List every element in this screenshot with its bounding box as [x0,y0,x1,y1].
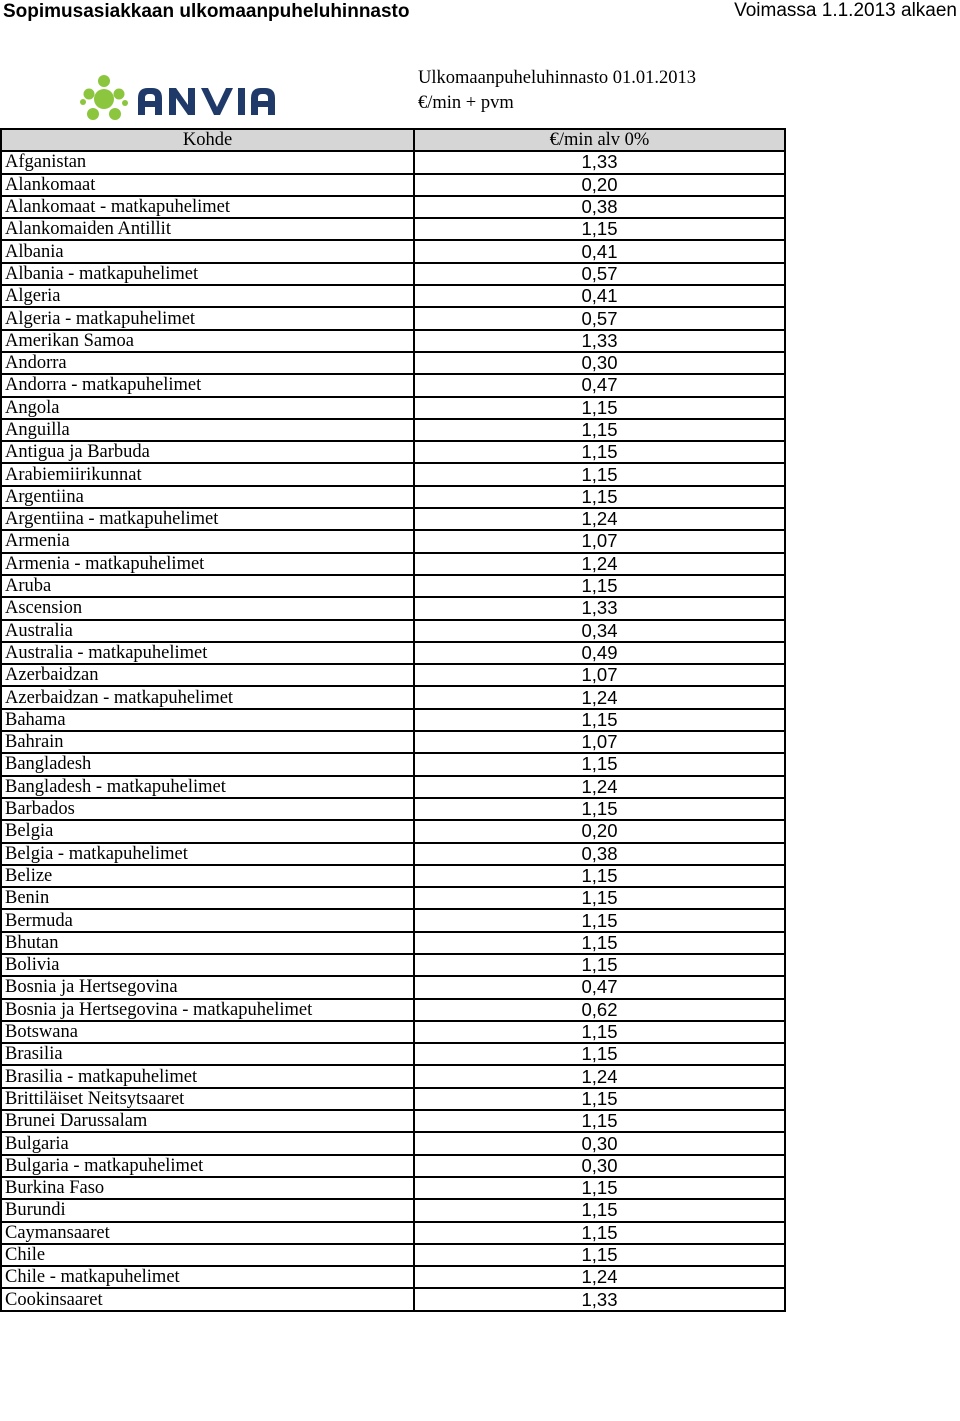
destination-cell: Andorra [1,352,414,374]
table-row [1,731,785,753]
destination-cell: Bosnia ja Hertsegovina - matkapuhelimet [1,999,414,1021]
destination-cell: Bulgaria [1,1132,414,1154]
price-cell: 1,33 [414,151,785,173]
destination-cell: Burundi [1,1199,414,1221]
destination-cell: Burkina Faso [1,1177,414,1199]
destination-cell: Bulgaria - matkapuhelimet [1,1155,414,1177]
price-cell: 1,15 [414,709,785,731]
price-cell: 1,15 [414,954,785,976]
destination-cell: Ascension [1,597,414,619]
anvia-logo [80,72,305,122]
price-cell: 1,15 [414,1177,785,1199]
price-cell: 1,07 [414,664,785,686]
destination-cell: Azerbaidzan - matkapuhelimet [1,686,414,708]
table-row [1,709,785,731]
logo-flower-icon [80,75,128,120]
destination-cell: Albania [1,240,414,262]
price-cell: 1,15 [414,1088,785,1110]
price-cell: 0,20 [414,820,785,842]
table-row [1,441,785,463]
destination-cell: Armenia - matkapuhelimet [1,553,414,575]
table-row [1,419,785,441]
table-row [1,575,785,597]
price-cell: 0,20 [414,174,785,196]
table-row [1,397,785,419]
price-cell: 0,30 [414,352,785,374]
table-row [1,999,785,1021]
table-row [1,620,785,642]
table-row [1,530,785,552]
table-row [1,1065,785,1087]
price-cell: 1,15 [414,932,785,954]
destination-cell: Bangladesh [1,753,414,775]
destination-cell: Armenia [1,530,414,552]
document-title: Sopimusasiakkaan ulkomaanpuheluhinnasto [3,1,410,22]
price-cell: 1,24 [414,508,785,530]
destination-cell: Cookinsaaret [1,1288,414,1310]
price-cell: 1,15 [414,753,785,775]
price-cell: 1,24 [414,776,785,798]
price-cell: 1,24 [414,1266,785,1288]
table-row [1,1021,785,1043]
price-cell: 0,38 [414,196,785,218]
table-row [1,330,785,352]
destination-cell: Algeria [1,285,414,307]
destination-cell: Bahrain [1,731,414,753]
destination-cell: Belgia [1,820,414,842]
table-row [1,843,785,865]
table-row [1,374,785,396]
price-cell: 1,33 [414,597,785,619]
destination-cell: Algeria - matkapuhelimet [1,307,414,329]
table-row [1,1266,785,1288]
price-cell: 1,15 [414,419,785,441]
price-cell: 1,15 [414,1244,785,1266]
table-row [1,597,785,619]
logo-wordmark [138,88,275,115]
destination-cell: Arabiemiirikunnat [1,463,414,485]
destination-cell: Antigua ja Barbuda [1,441,414,463]
price-cell: 0,62 [414,999,785,1021]
table-row [1,508,785,530]
price-cell: 1,15 [414,1043,785,1065]
table-row [1,664,785,686]
destination-cell: Australia - matkapuhelimet [1,642,414,664]
price-cell: 0,49 [414,642,785,664]
destination-cell: Alankomaat - matkapuhelimet [1,196,414,218]
tariff-title: Ulkomaanpuheluhinnasto 01.01.2013 [418,68,696,88]
price-cell: 1,15 [414,887,785,909]
price-cell: 0,30 [414,1132,785,1154]
table-row [1,642,785,664]
price-cell: 1,15 [414,909,785,931]
destination-cell: Botswana [1,1021,414,1043]
table-row [1,486,785,508]
destination-cell: Azerbaidzan [1,664,414,686]
valid-from-label: Voimassa 1.1.2013 alkaen [734,0,957,21]
price-cell: 1,33 [414,1288,785,1310]
price-cell: 1,07 [414,731,785,753]
table-row [1,776,785,798]
price-cell: 1,15 [414,1199,785,1221]
table-row [1,1288,785,1310]
price-cell: 1,15 [414,1110,785,1132]
destination-cell: Alankomaiden Antillit [1,218,414,240]
destination-cell: Brasilia [1,1043,414,1065]
table-row [1,151,785,173]
price-cell: 1,24 [414,686,785,708]
price-cell: 1,15 [414,798,785,820]
destination-cell: Australia [1,620,414,642]
destination-cell: Bermuda [1,909,414,931]
table-row [1,240,785,262]
price-cell: 1,07 [414,530,785,552]
destination-cell: Belgia - matkapuhelimet [1,843,414,865]
price-cell: 1,33 [414,330,785,352]
destination-cell: Benin [1,887,414,909]
price-cell: 1,24 [414,553,785,575]
destination-cell: Aruba [1,575,414,597]
table-row [1,285,785,307]
table-row [1,909,785,931]
table-body [1,151,785,1310]
table-row [1,174,785,196]
table-row [1,887,785,909]
table-row [1,1199,785,1221]
price-cell: 1,15 [414,575,785,597]
table-row [1,686,785,708]
table-row [1,798,785,820]
table-row [1,307,785,329]
table-row [1,865,785,887]
destination-cell: Chile [1,1244,414,1266]
destination-cell: Belize [1,865,414,887]
destination-cell: Brunei Darussalam [1,1110,414,1132]
table-row [1,196,785,218]
table-row [1,932,785,954]
price-cell: 1,15 [414,397,785,419]
table-row [1,1155,785,1177]
destination-cell: Brasilia - matkapuhelimet [1,1065,414,1087]
price-cell: 0,47 [414,976,785,998]
price-cell: 0,34 [414,620,785,642]
destination-cell: Argentiina [1,486,414,508]
price-cell: 0,57 [414,263,785,285]
table-row [1,1244,785,1266]
table-row [1,1132,785,1154]
destination-cell: Barbados [1,798,414,820]
price-cell: 0,38 [414,843,785,865]
tariff-table [0,128,786,1312]
destination-cell: Alankomaat [1,174,414,196]
table-row [1,976,785,998]
price-cell: 1,24 [414,1065,785,1087]
table-row [1,263,785,285]
destination-cell: Albania - matkapuhelimet [1,263,414,285]
destination-cell: Caymansaaret [1,1222,414,1244]
column-header-price: €/min alv 0% [414,129,785,151]
price-cell: 1,15 [414,463,785,485]
column-header-destination: Kohde [1,129,414,151]
table-row [1,352,785,374]
destination-cell: Bhutan [1,932,414,954]
table-row [1,1222,785,1244]
price-cell: 0,41 [414,285,785,307]
destination-cell: Bangladesh - matkapuhelimet [1,776,414,798]
destination-cell: Argentiina - matkapuhelimet [1,508,414,530]
table-row [1,954,785,976]
table-row [1,218,785,240]
destination-cell: Andorra - matkapuhelimet [1,374,414,396]
table-row [1,1177,785,1199]
destination-cell: Angola [1,397,414,419]
destination-cell: Bosnia ja Hertsegovina [1,976,414,998]
table-row [1,1110,785,1132]
destination-cell: Brittiläiset Neitsytsaaret [1,1088,414,1110]
price-cell: 1,15 [414,441,785,463]
price-cell: 0,30 [414,1155,785,1177]
table-row [1,753,785,775]
price-cell: 0,47 [414,374,785,396]
destination-cell: Bahama [1,709,414,731]
table-row [1,1088,785,1110]
table-header-row [1,129,785,151]
table-row [1,820,785,842]
table-row [1,463,785,485]
price-cell: 0,41 [414,240,785,262]
price-cell: 1,15 [414,865,785,887]
destination-cell: Anguilla [1,419,414,441]
tariff-info [418,66,696,116]
price-cell: 1,15 [414,486,785,508]
destination-cell: Chile - matkapuhelimet [1,1266,414,1288]
price-cell: 1,15 [414,1222,785,1244]
table-row [1,553,785,575]
destination-cell: Amerikan Samoa [1,330,414,352]
price-cell: 1,15 [414,1021,785,1043]
tariff-unit: €/min + pvm [418,93,514,113]
table-row [1,1043,785,1065]
destination-cell: Afganistan [1,151,414,173]
price-cell: 0,57 [414,307,785,329]
price-cell: 1,15 [414,218,785,240]
destination-cell: Bolivia [1,954,414,976]
